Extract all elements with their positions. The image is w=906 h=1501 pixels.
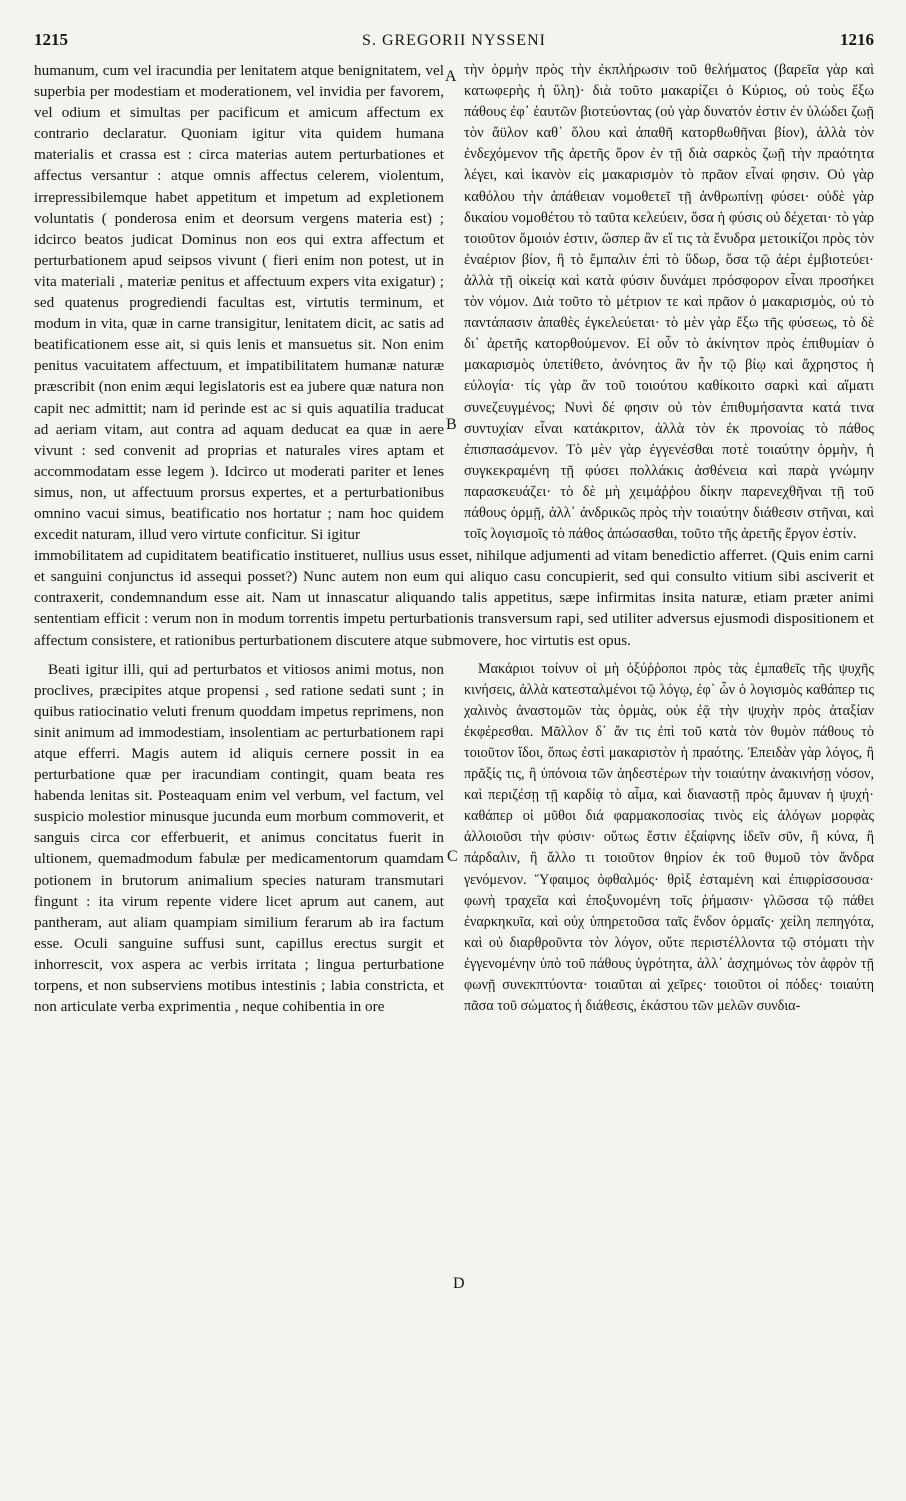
- greek-column-2: Μακάριοι τοίνυν οἱ μὴ ὀξύῤῥοποι πρὸς τὰς ἐμπαθεῖς τῆς ψυχῆς κινήσεις, ἀλλὰ κατεσταλμένοι τῷ λόγῳ, ἐφ᾽ ὧν ὁ λογισμὸς καθάπερ τις χαλινὸς ἀναστομῶν τὰς ὁρμὰς, οὐκ ἐᾷ τὴν ψυχὴν πρὸς ἀταξίαν ἐκφέρεσθαι. Μᾶλλον δ᾽ ἄν τις ἐπὶ τοῦ κατὰ τὸν θυμὸν πάθους τὸ τοιοῦτον ἴδοι, ὅπως ἐστὶ μακαριστὸν ἡ πραότης. Ἐπειδὰν γὰρ λόγος, ἢ πρᾶξίς τις, ἢ ὑπόνοια τῶν ἀηδεστέρων τὴν τοιαύτην ἀνακινήσῃ νόσον, καὶ περιζέσῃ τῇ καρδίᾳ τὸ αἷμα, καὶ διαναστῇ πρὸς ἄμυναν ἡ ψυχή· καθάπερ οἱ μῦθοι διά φαρμακοποσίας τινὸς εἰς ἀλόγων μορφὰς ἀλλοιοῦσι τὴν φύσιν· οὕτως ἔστιν ἐξαίφνης ἰδεῖν σῦν, ἢ κύνα, ἢ πάρδαλιν, ἢ ἄλλο τι τοιοῦτον θηρίον ἐκ τοῦ θυμοῦ τὸν ἄνδρα γενόμενον. Ὕφαιμος ὀφθαλμός· θρὶξ ἐσταμένη καὶ ἐπιφρίσσουσα· φωνὴ τραχεῖα καὶ ἐποξυνομένη τοῖς ῥήμασιν· γλῶσσα τῷ πάθει ἐναρκηκυῖα, καὶ οὐχ ὑπηρετοῦσα ταῖς ἔνδον ὁρμαῖς· χείλη πεπηγότα, καὶ οὐ διαρθροῦντα τὸν λόγον, οὔτε περιστέλλοντα τῷ στόματι τὴν ἐγγενομένην ὑπὸ τοῦ πάθους ὑγρότητα, ἀλλ᾽ ἀσχημόνως τὸν ἀφρὸν τῇ φωνῇ συνεκπτύοντα· τοιαῦται αἱ χεῖρες· τοιοῦτοι οἱ πόδες· τοιαύτη πᾶσα τοῦ σώματος ἡ διάθεσις, ἑκάστου τῶν μελῶν συνδια-: [464, 660, 874, 1015]
- margin-marker-a: A: [445, 68, 457, 85]
- latin-column-1: humanum, cum vel iracundia per lenitatem atque benignitatem, vel superbia per modestiam et moderationem, vel invidia per favorem, vel odium et simultas per pacificum et amicum affectum ex contrario declaratur. Quoniam igitur vita quidem humana materialis et crassa est : circa materias autem perturbationes et affectus versantur : atque omnis affectus celerem, violentum, irrepressibilemque habet appetitum et impetum ad expletionem voluntatis ( ponderosa enim et deorsum vergens materia est) ; idcirco beatos judicat Dominus non eos qui extra affectum et perturbationem apud seipsos vivunt ( fieri enim non potest, ut in vita materiali , materiæ penitus et affectuum expers vita exigatur) ; sed quatenus progrediendi facultas est, virtutis terminum, et modum in vita, quæ in carne transigitur, lenitatem dicit, ac satis ad beatificationem esse ait, si quis lenis et mansuetus sit. Non enim penitus vacuitatem affectuum, et impatibilitatem humanæ naturæ præscribit (non enim æqui legislatoris est ea jubere quæ natura non capit nec admittit; nam id perinde est ac si quis aquatilia traducat ad aeriam vitam, aut contra ad aquam deducat ea quæ in aere vivunt : sed convenit ad proprias et naturales vires aptam et accommodatam esse legem ). Idcirco ut moderati pariter et lenes simus, non, ut affectuum prorsus expertes, et a perturbationibus omnino vacui simus, beatificatio nos hortatur ; nam hoc quidem excedit naturam, illud vero virtute conficitur. Si igitur: [34, 62, 444, 544]
- running-title: S. GREGORII NYSSENI: [362, 32, 546, 49]
- left-page-number: 1215: [34, 30, 68, 49]
- right-page-number: 1216: [840, 30, 874, 49]
- latin-column-2: Beati igitur illi, qui ad perturbatos et vitiosos animi motus, non proclives, præcipites atque propensi , sed ratione sedati sunt ; in quibus ratiocinatio veluti frenum quoddam impetus reprimens, non sinit animum ad immodestiam, insolentiam ac perturbationem rapi atque efferri. Magis autem id aliquis cernere possit in ea perturbatione quæ per iracundiam contingit, quam beata res habenda lenitas sit. Posteaquam enim vel verbum, vel factum, vel suspicio molestior minusque jucunda eum morbum commoverit, et sanguis circa cor efferbuerit, et animus concitatus fuerit in ultionem, quemadmodum fabulæ per medicamentorum quamdam potionem in brutorum animalium species naturam transmutari fingunt : ita virum repente videre licet aprum aut canem, aut pantheram, aut aliam quampiam similium ferarum ab ira factum esse. Oculi sanguine suffusi sunt, capillus erectus surgit et inhorrescit, vox aspera ac verbis irritata ; lingua perturbatione torpens, et non subserviens motibus intestinis ; labia constricta, et non articulate verba exprimentia , neque cohibentia in ore: [34, 660, 444, 1016]
- margin-marker-c: C: [447, 848, 458, 865]
- page-header: [34, 30, 874, 60]
- greek-column-1: τὴν ὁρμὴν πρὸς τὴν ἐκπλήρωσιν τοῦ θελήματος (βαρεῖα γὰρ καὶ κατωφερὴς ἡ ὕλη)· διὰ τοῦτο μακαρίζει ὁ Κύριος, οὐ τοὺς ἔξω πάθους ἐφ᾽ ἑαυτῶν βιοτεύοντας (οὐ γὰρ δυνατόν ἐστιν ἐν ὑλώδει ζωῇ τὸν ἄϋλον καθ᾽ ὅλου καὶ ἀπαθῆ κατορθωθῆναι βίον), ἀλλὰ τὸν ἐνδεχόμενον τῆς ἀρετῆς ὅρον ἐν τῇ διὰ σαρκὸς ζωῇ τὴν πραότητα λέγει, καὶ ἱκανὸν εἰς μακαρισμὸν τὸ πρᾶον εἶναί φησιν. Οὐ γὰρ καθόλου τὴν ἀπάθειαν νομοθετεῖ τῇ ἀνθρωπίνῃ φύσει· οὐδὲ γὰρ δικαίου νομοθέτου τὸ ταῦτα κελεύειν, ὅσα ἡ φύσις οὐ δέχεται· τὸ γὰρ τοιοῦτον ὅμοιόν ἐστιν, ὥσπερ ἂν εἴ τις τὰ ἔνυδρα μετοικίζοι πρὸς τὸν ἐναέριον βίον, ἢ τὸ ἔμπαλιν ἐπὶ τὸ ὕδωρ, ὅσα τῷ ἀέρι ἐμβιοτεύει· ἀλλὰ τῇ οἰκείᾳ καὶ κατὰ φύσιν δυνάμει πρόσφορον εἶναι προσήκει τὸν νόμον. Διὰ τοῦτο τὸ μέτριον τε καὶ πρᾶον ὁ μακαρισμὸς, οὐ τὸ παντάπασιν ἀπαθὲς ἐγκελεύεται· τὸ μὲν γὰρ ἔξω τῆς φύσεως, τὸ δὲ δι᾽ ἀρετῆς κατορθούμενον. Εἰ οὖν τὸ ἀκίνητον πρὸς ἐπιθυμίαν ὁ μακαρισμὸς ὑπετίθετο, ἀνόνητος ἂν ἦν τῷ βίῳ καὶ ἄχρηστος ἡ εὐλογία· τίς γὰρ ἂν τοῦ τοιούτου καθίκοιτο σαρκὶ καὶ αἵματι συνεζευγμένος; Νυνὶ δέ φησιν οὐ τὸν ἐπιθυμήσαντα κατά τινα συντυχίαν εἶναι κατάκριτον, ἀλλὰ τὸν ἐκ προνοίας τὸ πάθος ἐπισπασάμενον. Τὸ μὲν γὰρ ἐγγενέσθαι ποτὲ τοιαύτην ὁρμὴν, ἡ συγκεκραμένη τῇ φύσει πολλάκις ἀσθένεια καὶ παρὰ γνώμην παρασκευάζει· τὸ δὲ μὴ χειμάῤῥου δίκην παρενεχθῆναι τῇ τοῦ πάθους ὁρμῇ, ἀλλ᾽ ἀνδρικῶς πρὸς τὴν τοιαύτην διάθεσιν στῆναι, καὶ τοῖς λογισμοῖς τὸ πάθος ἀπώσασθαι, τοῦτο τῆς ἀρετῆς ἔργον ἐστίν.: [464, 62, 874, 543]
- section-one: [34, 60, 874, 545]
- section-two: [34, 659, 874, 1018]
- margin-marker-d: D: [453, 1275, 465, 1292]
- margin-marker-b: B: [446, 416, 457, 433]
- latin-full-width-continuation: immobilitatem ad cupiditatem beatificatio institueret, nullius usus esset, nihilque adjumenti ad vitam benedictio afferret. (Quis enim carni et sanguini conjunctus id assequi posset?) Nunc autem non eum qui aliquo casu concupierit, sed qui consulto vitium sibi asciverit et contraxerit, condemnandum esse ait. Nam ut innascatur aliquando talis appetitus, sæpe infirmitas insita naturæ, etiam præter animi sententiam efficit : verum non in modum torrentis impetu perturbationis transversum rapi, sed utiliter adversus ejusmodi dispositionem et affectum consistere, et rationibus perturbationem discutere atque submovere, hoc virtutis est opus.: [34, 547, 874, 649]
